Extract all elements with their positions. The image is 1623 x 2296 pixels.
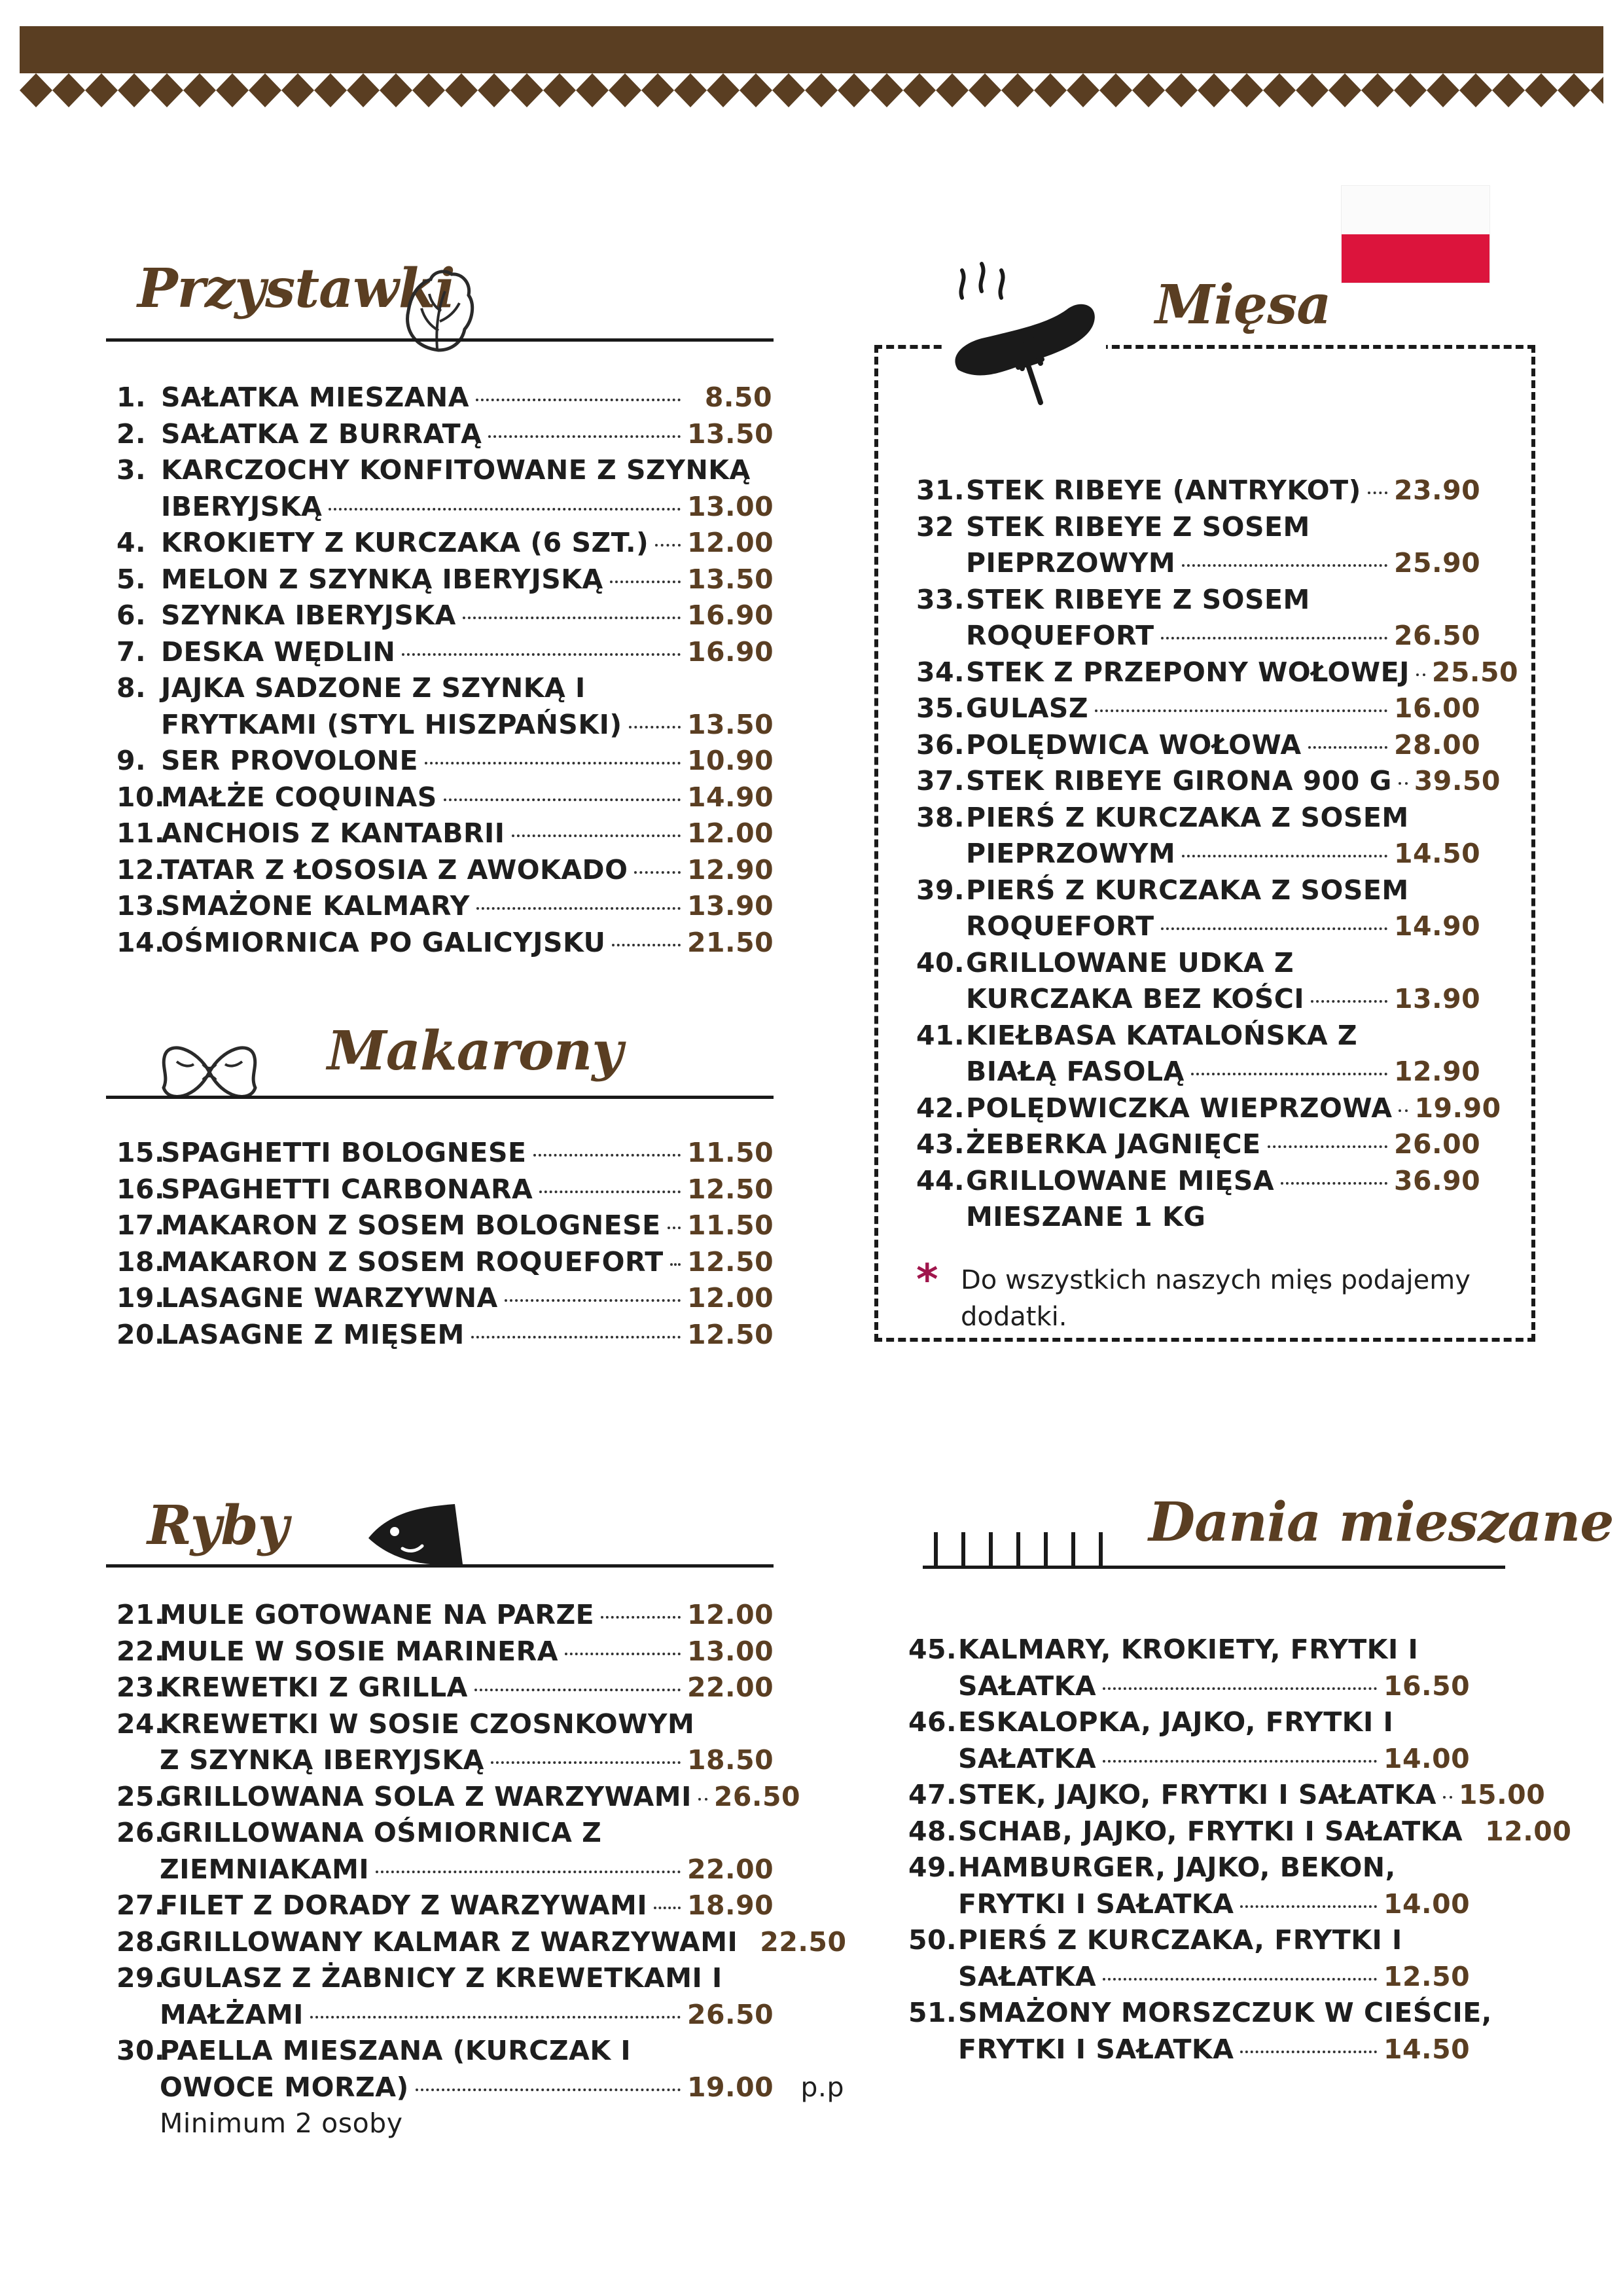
item-name: SAŁATKA (958, 1670, 1097, 1702)
menu-item (916, 1126, 1479, 1163)
item-number: 14. (116, 926, 166, 958)
item-price: 14.00 (1383, 1742, 1471, 1774)
item-name: HAMBURGER, JAJKO, BEKON, (958, 1852, 1396, 1883)
item-price: 11.50 (687, 1137, 774, 1168)
menu-list-dania (908, 1632, 1572, 2068)
item-number: 24. (116, 1708, 166, 1740)
item-name: SCHAB, JAJKO, FRYTKI I SAŁATKA (958, 1815, 1463, 1847)
menu-item (116, 1317, 772, 1354)
item-price: 16.00 (1394, 692, 1481, 724)
menu-item (916, 800, 1479, 872)
item-name: GRILLOWANA OŚMIORNICA Z (160, 1817, 602, 1848)
dot-leader (1399, 782, 1408, 785)
item-name: SPAGHETTI BOLOGNESE (161, 1137, 527, 1168)
menu-item (116, 416, 772, 453)
item-number: 19. (116, 1282, 166, 1314)
item-price: 16.90 (687, 600, 774, 631)
item-price: 12.90 (687, 853, 774, 886)
item-name: STEK RIBEYE GIRONA 900 G (966, 765, 1392, 797)
item-name: ŻEBERKA JAGNIĘCE (966, 1128, 1261, 1160)
item-price: 26.00 (1394, 1128, 1481, 1160)
item-name: POLĘDWICZKA WIEPRZOWA (966, 1092, 1393, 1124)
menu-item (116, 743, 772, 780)
item-price: 36.90 (1394, 1164, 1481, 1196)
menu-item (116, 1135, 772, 1172)
menu-item (116, 1888, 772, 1924)
item-number: 31. (916, 475, 965, 506)
item-number: 21. (116, 1599, 166, 1630)
item-number: 28. (116, 1926, 166, 1958)
menu-item (116, 1597, 772, 1634)
menu-item (116, 1706, 772, 1779)
item-name: STEK RIBEYE (ANTRYKOT) (966, 475, 1361, 506)
item-price: 12.50 (687, 1318, 774, 1350)
item-name: FRYTKI I SAŁATKA (958, 1888, 1234, 1920)
item-name: JAJKA SADZONE Z SZYNKĄ I (161, 672, 586, 704)
item-price: 14.00 (1383, 1888, 1471, 1920)
item-price: 12.90 (1394, 1056, 1481, 1087)
dot-leader (654, 1907, 681, 1909)
item-price: 18.50 (687, 1744, 774, 1776)
menu-item (916, 1090, 1501, 1127)
dot-leader (512, 834, 681, 837)
dot-leader (505, 1299, 681, 1302)
item-price: 13.00 (687, 1635, 774, 1667)
menu-item (116, 816, 772, 852)
item-name: SAŁATKA (958, 1960, 1097, 1992)
item-price: 25.90 (1394, 547, 1481, 579)
section-rule-dania (923, 1566, 1505, 1569)
item-name: PIERŚ Z KURCZAKA, FRYTKI I (958, 1924, 1402, 1956)
item-number: 50. (908, 1924, 957, 1956)
item-name: SER PROVOLONE (161, 745, 418, 776)
dot-leader (310, 2016, 681, 2018)
dot-leader (376, 1871, 681, 1873)
dot-leader (1281, 1182, 1387, 1185)
menu-item (116, 1634, 772, 1670)
dot-leader (476, 907, 681, 910)
menu-item (916, 509, 1479, 582)
item-price: 13.00 (687, 490, 774, 522)
item-name: GRILLOWANY KALMAR Z WARZYWAMI (160, 1926, 738, 1958)
dot-leader (1240, 2051, 1377, 2053)
item-name: SMAŻONY MORSZCZUK W CIEŚCIE, (958, 1997, 1492, 2028)
dot-leader (539, 1191, 681, 1193)
menu-item (916, 1018, 1479, 1090)
dot-leader (1191, 1073, 1387, 1075)
menu-item (116, 1815, 772, 1888)
item-price: 21.50 (687, 926, 774, 958)
item-name: FRYTKAMI (STYL HISZPAŃSKI) (161, 708, 622, 740)
item-number: 11. (116, 817, 166, 849)
item-name: OWOCE MORZA) (160, 2071, 409, 2103)
dot-leader (1103, 1978, 1377, 1981)
item-number: 35. (916, 692, 965, 724)
menu-item (116, 925, 772, 961)
item-note: Minimum 2 osoby (160, 2108, 403, 2139)
menu-item (916, 691, 1479, 727)
item-number: 10. (116, 781, 166, 813)
item-name: LASAGNE Z MIĘSEM (161, 1318, 465, 1350)
item-number: 38. (916, 801, 965, 833)
item-price: 16.50 (1383, 1670, 1471, 1702)
dot-leader (612, 944, 681, 946)
item-price: 26.50 (1394, 620, 1481, 651)
menu-item (116, 1779, 801, 1816)
dot-leader (655, 544, 681, 547)
sausage-on-fork-icon (942, 259, 1106, 409)
item-number: 22. (116, 1635, 166, 1667)
header-bar (20, 26, 1603, 73)
dot-leader (1240, 1905, 1377, 1908)
item-number: 45. (908, 1634, 957, 1665)
dot-leader (471, 1336, 681, 1338)
poland-flag-icon (1342, 186, 1489, 283)
item-name: BIAŁĄ FASOLĄ (966, 1056, 1185, 1087)
menu-item (916, 1163, 1479, 1236)
item-name: MIESZANE 1 KG (966, 1201, 1206, 1232)
item-name: SPAGHETTI CARBONARA (161, 1173, 533, 1205)
menu-item (116, 562, 772, 598)
item-price: 13.90 (1394, 983, 1481, 1014)
menu-item (116, 525, 772, 562)
item-price: 23.90 (1394, 475, 1481, 506)
menu-item (116, 780, 772, 816)
item-number: 25. (116, 1780, 166, 1812)
item-name: KREWETKI W SOSIE CZOSNKOWYM (160, 1708, 695, 1740)
section-rule-przystawki (106, 338, 774, 342)
item-price: 12.00 (687, 1282, 774, 1314)
menu-item (116, 1924, 847, 1961)
item-price: 15.00 (1459, 1779, 1546, 1810)
item-number: 37. (916, 765, 965, 797)
item-number: 26. (116, 1817, 166, 1848)
item-name: ROQUEFORT (966, 620, 1154, 651)
dot-leader (1443, 1796, 1452, 1799)
dot-leader (629, 726, 681, 728)
item-name: POLĘDWICA WOŁOWA (966, 728, 1302, 761)
item-name: SAŁATKA MIESZANA (161, 382, 469, 413)
menu-item (916, 763, 1501, 800)
item-price: 14.90 (687, 781, 774, 813)
item-price: 19.90 (1414, 1092, 1501, 1124)
menu-item (908, 1814, 1572, 1850)
item-name: MELON Z SZYNKĄ IBERYJSKĄ (161, 563, 603, 595)
menu-item (116, 852, 772, 889)
item-name: STEK Z PRZEPONY WOŁOWEJ (966, 656, 1410, 688)
diamond-border-decoration (20, 73, 1603, 107)
menu-item (116, 1172, 772, 1208)
item-number: 7. (116, 636, 147, 668)
menu-item (116, 670, 772, 743)
item-number: 44. (916, 1164, 965, 1196)
section-title-makarony: Makarony (327, 1020, 623, 1083)
item-name: KURCZAKA BEZ KOŚCI (966, 983, 1305, 1014)
price-suffix: p.p (800, 2071, 844, 2103)
dot-leader (565, 1653, 681, 1655)
item-number: 13. (116, 890, 166, 922)
item-name: SZYNKA IBERYJSKA (161, 600, 456, 631)
item-price: 14.90 (1394, 910, 1481, 942)
item-name: MULE GOTOWANE NA PARZE (160, 1599, 595, 1630)
item-name: GULASZ (966, 692, 1089, 724)
item-name: KIEŁBASA KATALOŃSKA Z (966, 1019, 1358, 1051)
item-number: 29. (116, 1962, 166, 1994)
dot-leader (1416, 673, 1425, 676)
item-name: OŚMIORNICA PO GALICYJSKU (161, 926, 606, 958)
item-name: ANCHOIS Z KANTABRII (161, 817, 505, 849)
menu-list-ryby (116, 1597, 847, 2142)
fish-icon (363, 1499, 468, 1571)
dot-leader (402, 653, 681, 656)
item-price: 13.90 (687, 890, 774, 922)
dot-leader (1161, 637, 1387, 639)
item-price: 14.50 (1394, 838, 1481, 869)
item-number: 39. (916, 874, 965, 906)
menu-item (116, 1280, 772, 1317)
menu-item (116, 2033, 844, 2142)
item-number: 6. (116, 600, 147, 631)
menu-item (908, 1995, 1492, 2068)
item-number: 51. (908, 1997, 957, 2028)
item-number: 16. (116, 1173, 166, 1205)
item-price: 12.00 (687, 527, 774, 558)
dot-leader (634, 871, 681, 874)
item-name: SAŁATKA (958, 1742, 1097, 1774)
item-number: 12. (116, 853, 166, 886)
menu-item (916, 473, 1479, 509)
item-price: 8.50 (704, 382, 772, 413)
dot-leader (476, 399, 681, 401)
menu-item (916, 945, 1479, 1018)
dot-leader (488, 435, 681, 438)
item-price: 10.90 (687, 745, 774, 776)
menu-item (908, 1850, 1469, 1922)
item-name: PIERŚ Z KURCZAKA Z SOSEM (966, 874, 1409, 906)
item-number: 49. (908, 1852, 957, 1883)
dot-leader (329, 508, 681, 511)
item-name: DESKA WĘDLIN (161, 636, 396, 668)
item-price: 26.50 (713, 1780, 801, 1812)
dot-leader (1103, 1687, 1377, 1690)
menu-item (916, 727, 1479, 764)
dot-leader (1182, 855, 1387, 857)
dot-leader (1103, 1760, 1377, 1763)
item-number: 4. (116, 527, 147, 558)
item-price: 12.50 (687, 1173, 774, 1205)
item-price: 12.50 (1383, 1960, 1471, 1992)
item-name: KARCZOCHY KONFITOWANE Z SZYNKĄ (161, 454, 751, 486)
section-title-miesa: Mięsa (1155, 274, 1331, 336)
item-price: 18.90 (687, 1890, 774, 1921)
item-name: SAŁATKA Z BURRATĄ (161, 418, 482, 450)
item-price: 13.50 (687, 563, 774, 595)
item-name: ESKALOPKA, JAJKO, FRYTKI I (958, 1706, 1394, 1738)
menu-item (116, 380, 772, 416)
miesa-footnote (916, 1256, 1492, 1335)
item-price: 26.50 (687, 1998, 774, 2030)
section-rule-makarony (106, 1096, 774, 1099)
dot-leader (1311, 1000, 1387, 1003)
menu-item (116, 598, 772, 634)
item-name: PAELLA MIESZANA (KURCZAK I (160, 2035, 632, 2066)
dot-leader (425, 762, 681, 764)
menu-item (908, 1632, 1469, 1704)
item-price: 25.50 (1431, 656, 1519, 688)
menu-item (908, 1704, 1469, 1777)
dot-leader (601, 1616, 681, 1619)
item-name: MAŁŻE COQUINAS (161, 781, 437, 813)
item-number: 42. (916, 1092, 965, 1124)
item-price: 14.50 (1383, 2033, 1471, 2065)
item-name: TATAR Z ŁOSOSIA Z AWOKADO (161, 853, 628, 886)
item-price: 22.50 (760, 1926, 847, 1958)
item-number: 20. (116, 1318, 166, 1350)
item-name: STEK RIBEYE Z SOSEM (966, 583, 1310, 615)
item-number: 46. (908, 1706, 957, 1738)
item-number: 18. (116, 1246, 166, 1278)
item-number: 40. (916, 946, 965, 978)
item-name: KALMARY, KROKIETY, FRYTKI I (958, 1634, 1419, 1665)
item-number: 9. (116, 745, 147, 776)
item-price: 16.90 (687, 636, 774, 668)
item-name: PIERŚ Z KURCZAKA Z SOSEM (966, 801, 1409, 833)
dot-leader (533, 1154, 681, 1157)
item-price: 13.50 (687, 418, 774, 450)
menu-list-miesa (916, 473, 1519, 1236)
item-number: 27. (116, 1890, 166, 1921)
section-title-ryby: Ryby (147, 1494, 289, 1557)
item-price: 22.00 (687, 1853, 774, 1885)
item-name: MAŁŻAMI (160, 1998, 304, 2030)
item-price: 39.50 (1414, 765, 1501, 797)
item-name: FILET Z DORADY Z WARZYWAMI (160, 1890, 648, 1921)
item-name: ZIEMNIAKAMI (160, 1853, 370, 1885)
menu-item (916, 582, 1479, 655)
item-number: 1. (116, 382, 147, 413)
item-price: 12.50 (687, 1246, 774, 1278)
item-number: 17. (116, 1210, 166, 1241)
item-name: PIEPRZOWYM (966, 838, 1176, 869)
item-number: 33. (916, 583, 965, 615)
dot-leader (1399, 1109, 1408, 1112)
cutlery-icon (931, 1528, 1114, 1570)
item-name: STEK, JAJKO, FRYTKI I SAŁATKA (958, 1779, 1437, 1810)
item-name: GRILLOWANE MIĘSA (966, 1164, 1275, 1196)
item-price: 12.00 (1485, 1815, 1572, 1847)
dot-leader (1182, 564, 1387, 567)
item-name: IBERYJSKĄ (161, 490, 323, 522)
dot-leader (610, 581, 681, 583)
item-name: PIEPRZOWYM (966, 547, 1176, 579)
menu-item (116, 1670, 772, 1706)
item-name: GULASZ Z ŻABNICY Z KREWETKAMI I (160, 1962, 722, 1994)
dot-leader (463, 617, 681, 619)
dot-leader (668, 1227, 681, 1229)
item-number: 2. (116, 418, 147, 450)
item-name: MAKARON Z SOSEM ROQUEFORT (161, 1246, 664, 1278)
item-name: FRYTKI I SAŁATKA (958, 2033, 1234, 2065)
menu-item (116, 1208, 772, 1244)
item-number: 30. (116, 2035, 166, 2066)
section-title-dania: Dania mieszane (1149, 1491, 1614, 1554)
dot-leader (444, 798, 681, 801)
item-number: 3. (116, 454, 147, 486)
menu-item (116, 1244, 772, 1281)
item-name: MAKARON Z SOSEM BOLOGNESE (161, 1210, 661, 1241)
item-price: 28.00 (1394, 728, 1481, 761)
item-name: GRILLOWANA SOLA Z WARZYWAMI (160, 1780, 692, 1812)
menu-item (116, 634, 772, 671)
dot-leader (1268, 1145, 1387, 1148)
item-name: GRILLOWANE UDKA Z (966, 946, 1294, 978)
menu-item (916, 872, 1479, 945)
section-title-przystawki: Przystawki (137, 257, 455, 320)
menu-item (908, 1777, 1546, 1814)
dot-leader (1095, 709, 1387, 712)
item-price: 12.00 (687, 1599, 774, 1630)
dot-leader (491, 1761, 681, 1764)
item-number: 47. (908, 1779, 957, 1810)
item-number: 41. (916, 1019, 965, 1051)
menu-list-przystawki (116, 380, 772, 961)
lettuce-icon (399, 265, 478, 357)
item-name: LASAGNE WARZYWNA (161, 1282, 498, 1314)
item-price: 19.00 (687, 2071, 774, 2103)
menu-item (116, 888, 772, 925)
item-number: 32 (916, 511, 955, 543)
menu-list-makarony (116, 1135, 772, 1353)
menu-item (116, 1960, 772, 2033)
dot-leader (1161, 927, 1387, 930)
dot-leader (416, 2089, 681, 2091)
item-number: 48. (908, 1815, 957, 1847)
item-name: SMAŻONE KALMARY (161, 890, 470, 922)
item-number: 23. (116, 1672, 166, 1703)
item-number: 36. (916, 728, 965, 761)
section-rule-ryby (106, 1564, 774, 1568)
menu-item (908, 1922, 1469, 1995)
item-name: STEK RIBEYE Z SOSEM (966, 511, 1310, 543)
footnote-text: Do wszystkich naszych mięs podajemy dodatki. (961, 1265, 1471, 1332)
dot-leader (474, 1689, 681, 1691)
dot-leader (1368, 492, 1387, 494)
item-price: 13.50 (687, 708, 774, 740)
item-name: ROQUEFORT (966, 910, 1154, 942)
item-name: KREWETKI Z GRILLA (160, 1672, 468, 1703)
item-number: 5. (116, 563, 147, 595)
menu-item (116, 452, 772, 525)
dot-leader (698, 1798, 707, 1801)
item-number: 15. (116, 1137, 166, 1168)
item-name: KROKIETY Z KURCZAKA (6 SZT.) (161, 527, 649, 558)
item-price: 11.50 (687, 1210, 774, 1241)
asterisk-icon: * (916, 1256, 938, 1304)
item-price: 22.00 (687, 1672, 774, 1703)
dot-leader (670, 1263, 681, 1266)
item-name: MULE W SOSIE MARINERA (160, 1635, 558, 1667)
item-price: 12.00 (687, 817, 774, 849)
item-number: 8. (116, 672, 147, 704)
item-name: Z SZYNKĄ IBERYJSKĄ (160, 1744, 484, 1776)
dot-leader (1308, 746, 1387, 749)
menu-item (916, 655, 1519, 691)
item-number: 34. (916, 656, 965, 688)
item-number: 43. (916, 1128, 965, 1160)
